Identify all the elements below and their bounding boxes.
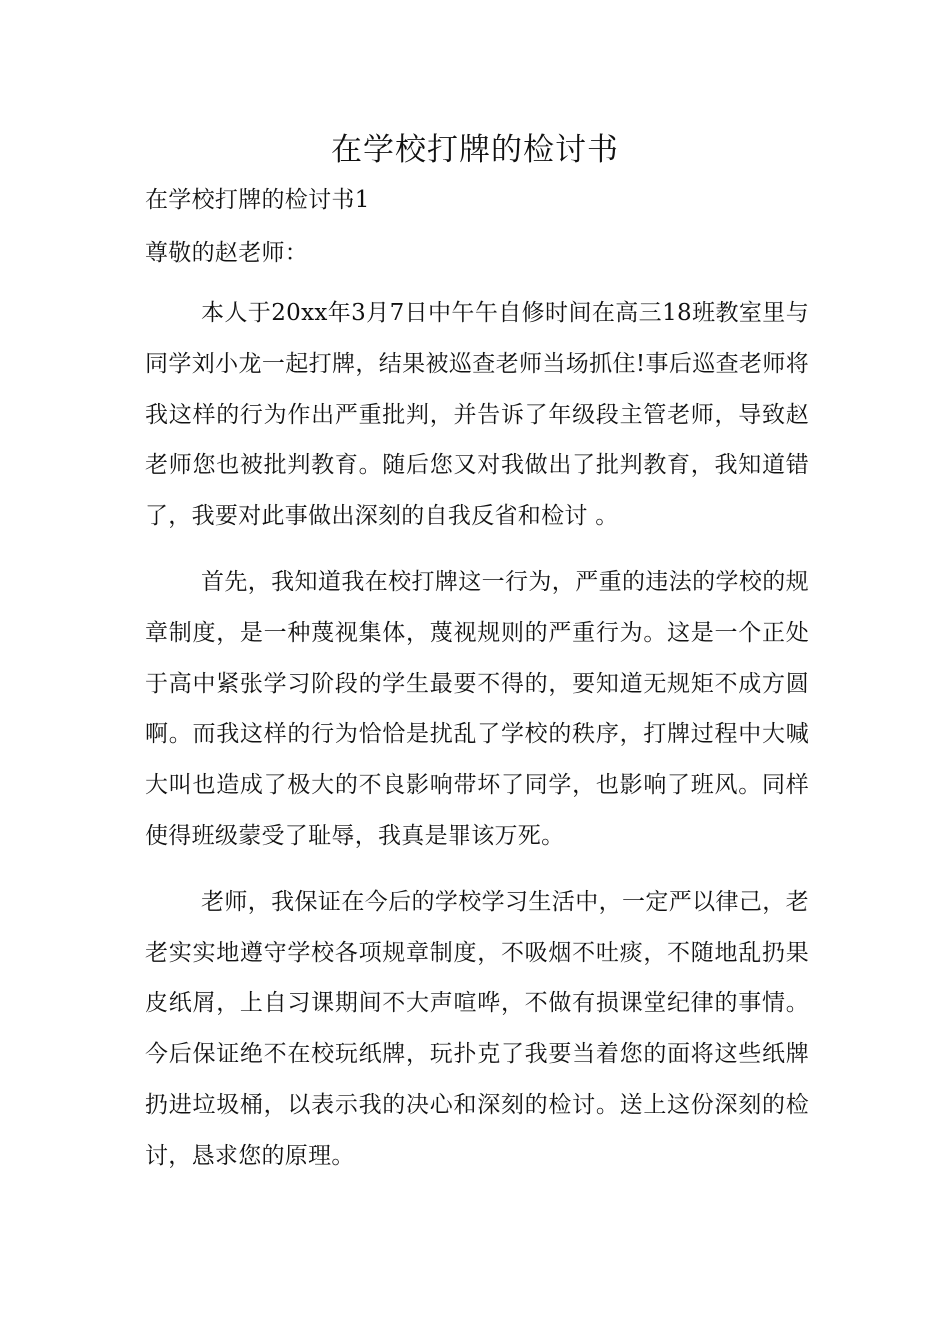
salutation: 尊敬的赵老师： <box>145 240 309 266</box>
paragraph-2: 首先，我知道我在校打牌这一行为，严重的违法的学校的规章制度，是一种蔑视集体，蔑视规则的严重行为。这是一个正处于高中紧张学习阶段的学生最要不得的，要知道无规矩不成方圆啊。而我这样的行为恰恰是扰乱了学校的秩序，打牌过程中大喊大叫也造成了极大的不良影响带坏了同学，也影响了班风。同样使得班级蒙受了耻辱，我真是罪该万死。 <box>145 568 809 849</box>
document-body <box>145 176 809 1182</box>
paragraph-1: 本人于20xx年3月7日中午午自修时间在高三18班教室里与同学刘小龙一起打牌，结果被巡查老师当场抓住!事后巡查老师将我这样的行为作出严重批判，并告诉了年级段主管老师，导致赵老师您也被批判教育。随后您又对我做出了批判教育，我知道错了，我要对此事做出深刻的自我反省和检讨 。 <box>145 300 809 530</box>
document-title: 在学校打牌的检讨书 <box>331 132 619 168</box>
paragraph-3: 老师，我保证在今后的学校学习生活中，一定严以律己，老老实实地遵守学校各项规章制度，不吸烟不吐痰，不随地乱扔果皮纸屑，上自习课期间不大声喧哗，不做有损课堂纪律的事情。今后保证绝不在校玩纸牌，玩扑克了我要当着您的面将这些纸牌扔进垃圾桶，以表示我的决心和深刻的检讨。送上这份深刻的检讨，恳求您的原理。 <box>145 888 809 1169</box>
document-subtitle: 在学校打牌的检讨书1 <box>145 187 370 213</box>
